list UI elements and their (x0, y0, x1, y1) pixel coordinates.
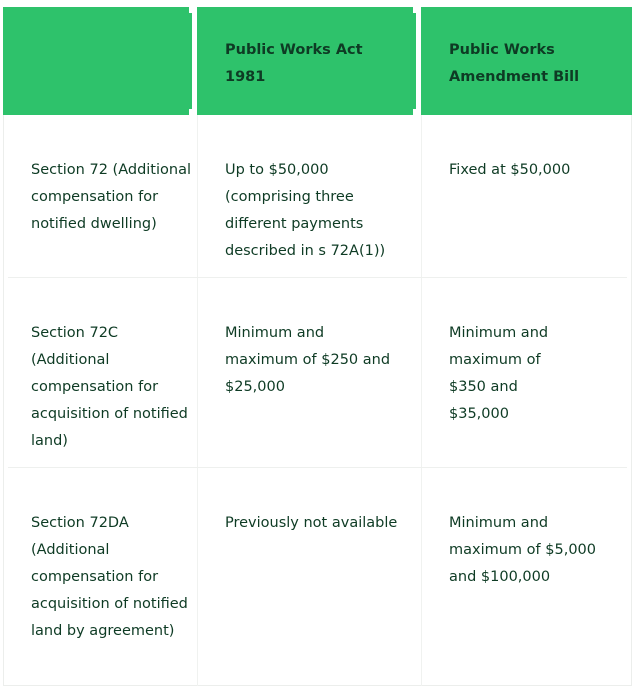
header-notch (413, 109, 419, 115)
header-cell-act-1981 (197, 7, 416, 115)
table-row-2-amendment-bill: Minimum and maximum of $350 and $35,000 (449, 325, 549, 422)
header-label-act-1981: Public Works Act 1981 (225, 42, 363, 85)
header-label-amendment-bill: Public Works Amendment Bill (449, 42, 580, 85)
table-row-1-amendment-bill: Fixed at $50,000 (449, 162, 571, 178)
header-notch (189, 109, 195, 115)
table-row-1-act-1981: Up to $50,000 (comprising three different payments described in s 72A(1)) (225, 162, 386, 259)
row-divider (8, 467, 627, 468)
table-row-2-act-1981: Minimum and maximum of $250 and $25,000 (225, 325, 391, 395)
header-cell-amendment-bill (421, 7, 632, 115)
table-row-1-section: Section 72 (Additional compensation for notified dwelling) (31, 162, 191, 232)
table-row-3-amendment-bill: Minimum and maximum of $5,000 and $100,000 (449, 515, 596, 585)
header-cell-empty (3, 7, 192, 115)
header-notch (413, 7, 419, 13)
header-notch (189, 7, 195, 13)
table-row-3-section: Section 72DA (Additional compensation for acquisition of notified land by agreement) (31, 515, 188, 639)
table-row-2-section: Section 72C (Additional compensation for acquisition of notified land) (31, 325, 188, 449)
table-row-3-act-1981: Previously not available (225, 515, 398, 531)
row-divider (8, 277, 627, 278)
